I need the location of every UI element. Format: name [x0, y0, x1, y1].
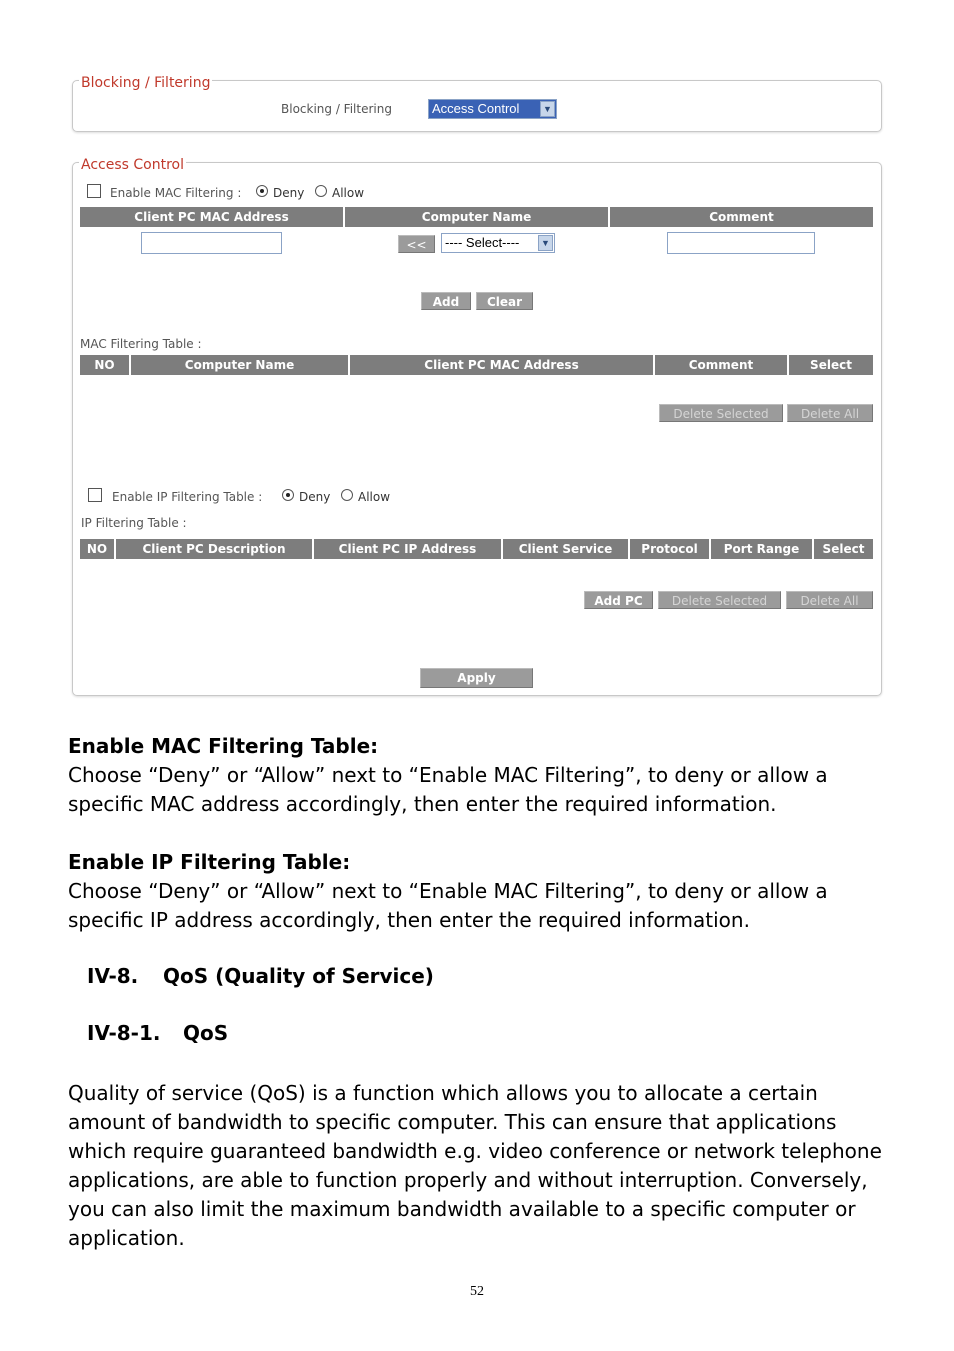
add-pc-button[interactable]: Add PC [584, 591, 653, 609]
ip-deny-radio[interactable] [282, 489, 294, 501]
enable-ip-filtering-checkbox[interactable] [88, 488, 102, 502]
enable-mac-filtering-checkbox[interactable] [87, 184, 101, 198]
mac-allow-radio[interactable] [315, 185, 327, 197]
mac-deny-label: Deny [273, 186, 305, 200]
header-client-description: Client PC Description [116, 539, 314, 559]
mac-entry-header [80, 207, 873, 227]
qos-body: Quality of service (QoS) is a function which allows you to allocate a certain amount of bandwidth to specific computer. This can ensure that applications which require guaranteed bandwidth e.g. video conference or network telephone applications, are able to function properly and without interruption. Conversely, you can also limit the maximum bandwidth available to a specific computer or application. [68, 1081, 882, 1250]
comment-input[interactable] [667, 232, 815, 254]
mac-allow-label: Allow [332, 186, 365, 200]
header-client-ip: Client PC IP Address [314, 539, 503, 559]
header-select: Select [810, 358, 852, 372]
ip-delete-selected-button[interactable]: Delete Selected [658, 591, 781, 609]
mac-delete-selected-button[interactable]: Delete Selected [659, 404, 783, 422]
blocking-filtering-label: Blocking / Filtering [281, 102, 392, 116]
add-button[interactable]: Add [421, 292, 471, 310]
header-select: Select [822, 542, 865, 556]
copy-computer-button[interactable]: << [398, 235, 435, 253]
header-no: NO [80, 539, 116, 559]
ip-table-header [80, 539, 873, 559]
mac-address-input[interactable] [141, 232, 282, 254]
computer-name-select-value: ---- Select---- [445, 235, 520, 250]
mac-delete-all-button[interactable]: Delete All [787, 404, 873, 422]
header-comment: Comment [655, 355, 789, 375]
mac-deny-radio[interactable] [256, 185, 268, 197]
ip-deny-label: Deny [299, 490, 331, 504]
ip-section-body: Choose “Deny” or “Allow” next to “Enable MAC Filtering”, to deny or allow a specific IP address accordingly, then enter the required information. [68, 879, 828, 932]
chevron-down-icon: ▼ [538, 235, 553, 251]
mac-filtering-table-label: MAC Filtering Table : [80, 337, 202, 351]
header-comment: Comment [709, 210, 774, 224]
mac-section-body: Choose “Deny” or “Allow” next to “Enable MAC Filtering”, to deny or allow a specific MAC address accordingly, then enter the required information. [68, 763, 828, 816]
ip-delete-all-button[interactable]: Delete All [786, 591, 873, 609]
chevron-down-icon: ▼ [540, 101, 555, 117]
mac-section-title: Enable MAC Filtering Table: [68, 734, 379, 758]
qos-heading-number: IV-8. [87, 964, 139, 988]
ip-allow-label: Allow [358, 490, 391, 504]
page-number: 52 [470, 1284, 484, 1299]
header-client-service: Client Service [503, 539, 630, 559]
header-port-range: Port Range [711, 539, 814, 559]
apply-button[interactable]: Apply [420, 668, 533, 688]
ip-section-title: Enable IP Filtering Table: [68, 850, 351, 874]
blocking-filtering-legend: Blocking / Filtering [81, 75, 211, 91]
header-computer-name: Computer Name [345, 207, 610, 227]
ip-filtering-table-label: IP Filtering Table : [81, 516, 187, 530]
mac-table-header [80, 355, 873, 375]
header-client-mac: Client PC MAC Address [80, 207, 345, 227]
header-computer-name: Computer Name [131, 355, 350, 375]
computer-name-select[interactable] [441, 233, 555, 253]
enable-ip-filtering-label: Enable IP Filtering Table : [112, 490, 263, 504]
qos-subheading-text: QoS [183, 1021, 229, 1045]
ip-allow-radio[interactable] [341, 489, 353, 501]
access-control-legend: Access Control [81, 157, 184, 173]
clear-button[interactable]: Clear [476, 292, 533, 310]
qos-subheading-number: IV-8-1. [87, 1021, 161, 1045]
blocking-filtering-select[interactable] [428, 99, 557, 119]
header-no: NO [80, 355, 131, 375]
qos-heading-text: QoS (Quality of Service) [163, 964, 434, 988]
header-protocol: Protocol [630, 539, 711, 559]
enable-mac-filtering-label: Enable MAC Filtering : [110, 186, 242, 200]
blocking-filtering-select-value: Access Control [432, 101, 520, 116]
header-client-mac: Client PC MAC Address [350, 355, 655, 375]
